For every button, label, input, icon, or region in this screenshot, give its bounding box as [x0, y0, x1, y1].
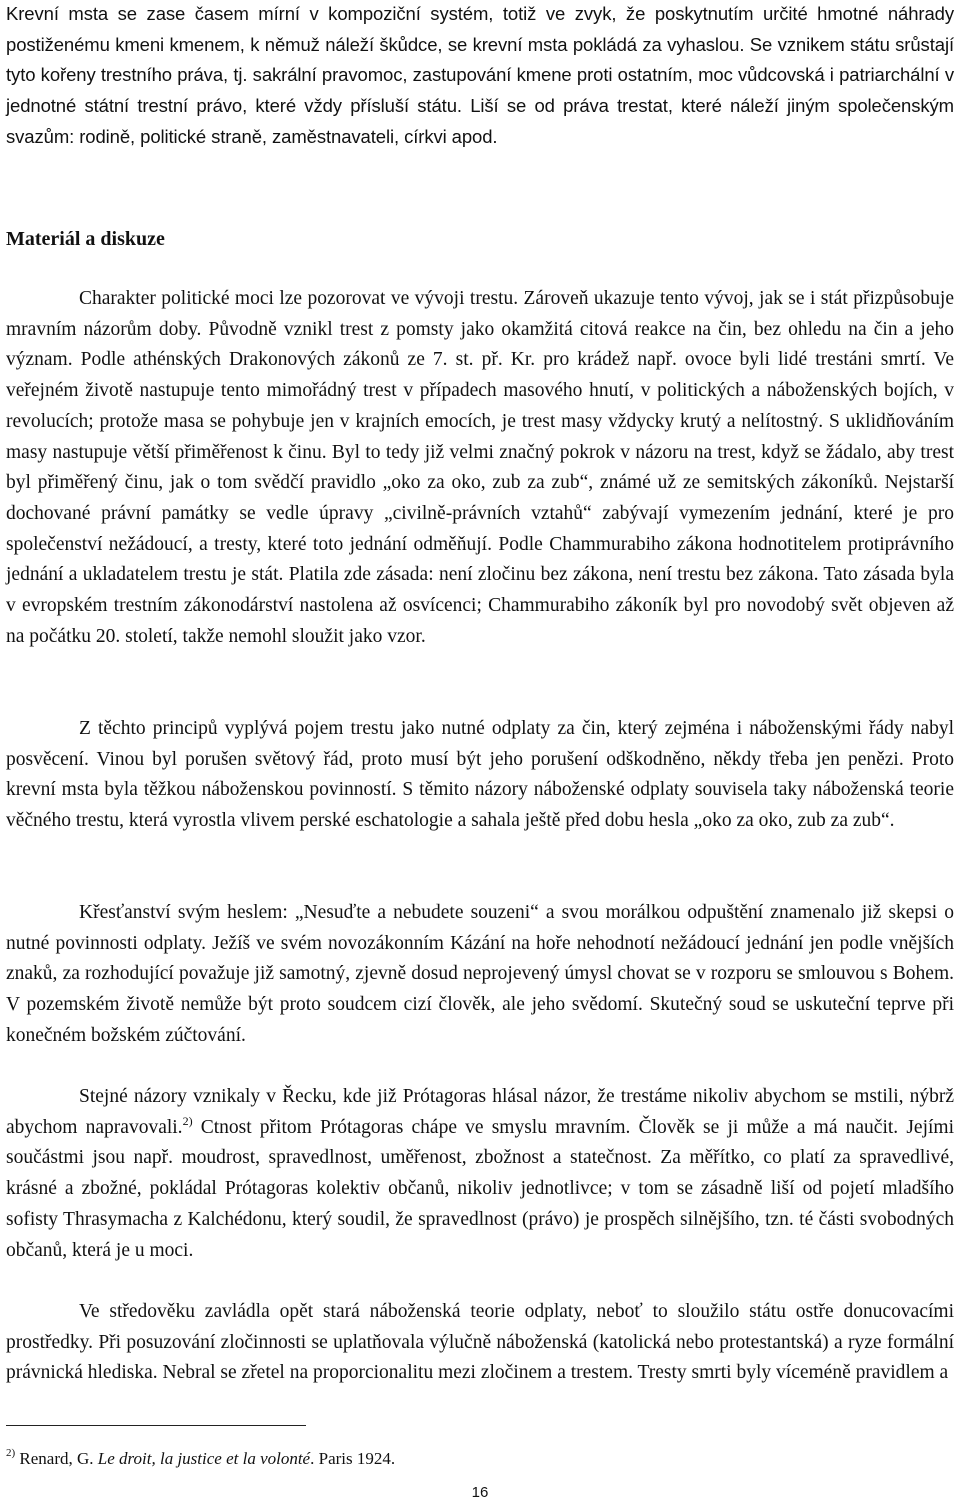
footnote [6, 1440, 395, 1472]
footnote-publication: . Paris 1924. [310, 1449, 396, 1468]
footnote-title: Le droit, la justice et la volonté [97, 1449, 311, 1468]
paragraph-political-power: Charakter politické moci lze pozorovat ve vývoji trestu. Zároveň ukazuje tento vývoj, jak se i stát přizpůsobuje mravním názorům doby. Původně vznikl trest z pomsty jako okamžitá citová reakce na čin, bez ohledu na čin a jeho význam. Podle athénských Drakonových zákonů ze 7. st. př. Kr. pro krádež např. ovoce byli lidé trestáni smrtí. Ve veřejném životě nastupuje tento mimořádný trest v případech masového hnutí, v politických a náboženských bojích, v revolucích; protože masa se pohybuje jen v krajních emocích, je trest masy vždycky krutý a nelítostný. S uklidňováním masy nastupuje větší přiměřenost k činu. Byl to tedy již velmi značný pokrok v názoru na trest, když se žádalo, aby trest byl přiměřený činu, jak o tom svědčí pravidlo „oko za oko, zub za zub“, známé už ze semitských zákoníků. Nejstarší dochované právní památky se vedle úpravy „civilně-právních vztahů“ zabývají vymezením jednání, které je pro společenství nežádoucí, a tresty, které toto jednání odměňují. Podle Chammurabiho zákona hodnotitelem protiprávního jednání a ukladatelem trestu je stát. Platila zde zásada: není zločinu bez zákona, není trestu bez zákona. Tato zásada byla v evropském trestním zákonodárství nastolena až osvícenci; Chammurabiho zákoník byl pro novodobý svět objeven až na počátku 20. století, takže nemohl sloužit jako vzor. [6, 288, 954, 647]
page-number: 16 [471, 1484, 489, 1501]
protagoras-text-after: Ctnost přitom Prótagoras chápe ve smyslu mravním. Člověk se ji může a má naučit. Jejími součástmi jsou např. moudrost, spravedlnost, uměřenost, zbožnost a statečnost. Za měřítko, co platí za spravedlivé, krásné a zbožné, pokládal Prótagoras kolektiv občanů, nikoliv jednotlivce; v tom se zásadně liší od pojetí mladšího sofisty Thrasymacha z Kalchédonu, který soudil, že spravedlnost (právo) je prospěch silnějšího, tzn. té části svobodných občanů, která je u moci. [6, 1116, 954, 1261]
footnote-author: Renard, G. [15, 1449, 98, 1468]
paragraph-retribution: Z těchto principů vyplývá pojem trestu jako nutné odplaty za čin, který zejména i náboženskými řády nabyl posvěcení. Vinou byl porušen světový řád, proto musí být jeho porušení odškodněno, někdy třeba jen penězi. Proto krevní msta byla těžkou náboženskou povinností. S těmito názory náboženské odplaty souvisela taky náboženská teorie věčného trestu, která vyrostla vlivem perské eschatologie a sahala ještě před dobu hesla „oko za oko, zub za zub“. [6, 718, 954, 832]
paragraph-middle-ages: Ve středověku zavládla opět stará náboženská teorie odplaty, neboť to sloužilo státu ostře donucovacími prostředky. Při posuzování zločinnosti se uplatňovala výlučně náboženská (katolická nebo protestantská) a ryze formální právnická hlediska. Nebral se zřetel na proporcionalitu mezi zločinem a trestem. Tresty smrti byly víceméně pravidlem a [6, 1301, 954, 1384]
paragraph-christianity: Křesťanství svým heslem: „Nesuďte a nebudete souzeni“ a svou morálkou odpuštění znamenalo již skepsi o nutné povinnosti odplaty. Ježíš ve svém novozákonním Kázání na hoře nehodnotí nežádoucí jednání jen podle vnějších znaků, za rozhodující považuje již samotný, zjevně dosud neprojevený úmysl chovat se v rozporu se smlouvou s Bohem. V pozemském životě nemůže být proto soudcem cizí člověk, ale jeho svědomí. Skutečný soud se uskuteční teprve při konečném božském zúčtování. [6, 902, 954, 1046]
paragraph-protagoras [6, 1082, 954, 1266]
section-heading: Materiál a diskuze [6, 228, 165, 250]
footnote-marker: 2) [6, 1447, 16, 1459]
intro-paragraph: Krevní msta se zase časem mírní v kompoziční systém, totiž ve zvyk, že poskytnutím určité hmotné náhrady postiženému kmeni kmenem, k němuž náleží škůdce, se krevní msta pokládá za vyhaslou. Se vznikem státu srůstají tyto kořeny trestního práva, tj. sakrální pravomoc, zastupování kmene proti ostatním, moc vůdcovská i patriarchální v jednotné státní trestní právo, které vždy přísluší státu. Liší se od práva trestat, které náleží jiným společenským svazům: rodině, politické straně, zaměstnavateli, církvi apod. [6, 3, 954, 147]
footnote-reference: 2) [182, 1113, 193, 1128]
footnote-divider [6, 1425, 306, 1426]
protagoras-text-before: Stejné názory vznikaly v Řecku, kde již Prótagoras hlásal názor, že trestáme nikoliv abychom se mstili, nýbrž abychom napravovali. [6, 1086, 954, 1138]
